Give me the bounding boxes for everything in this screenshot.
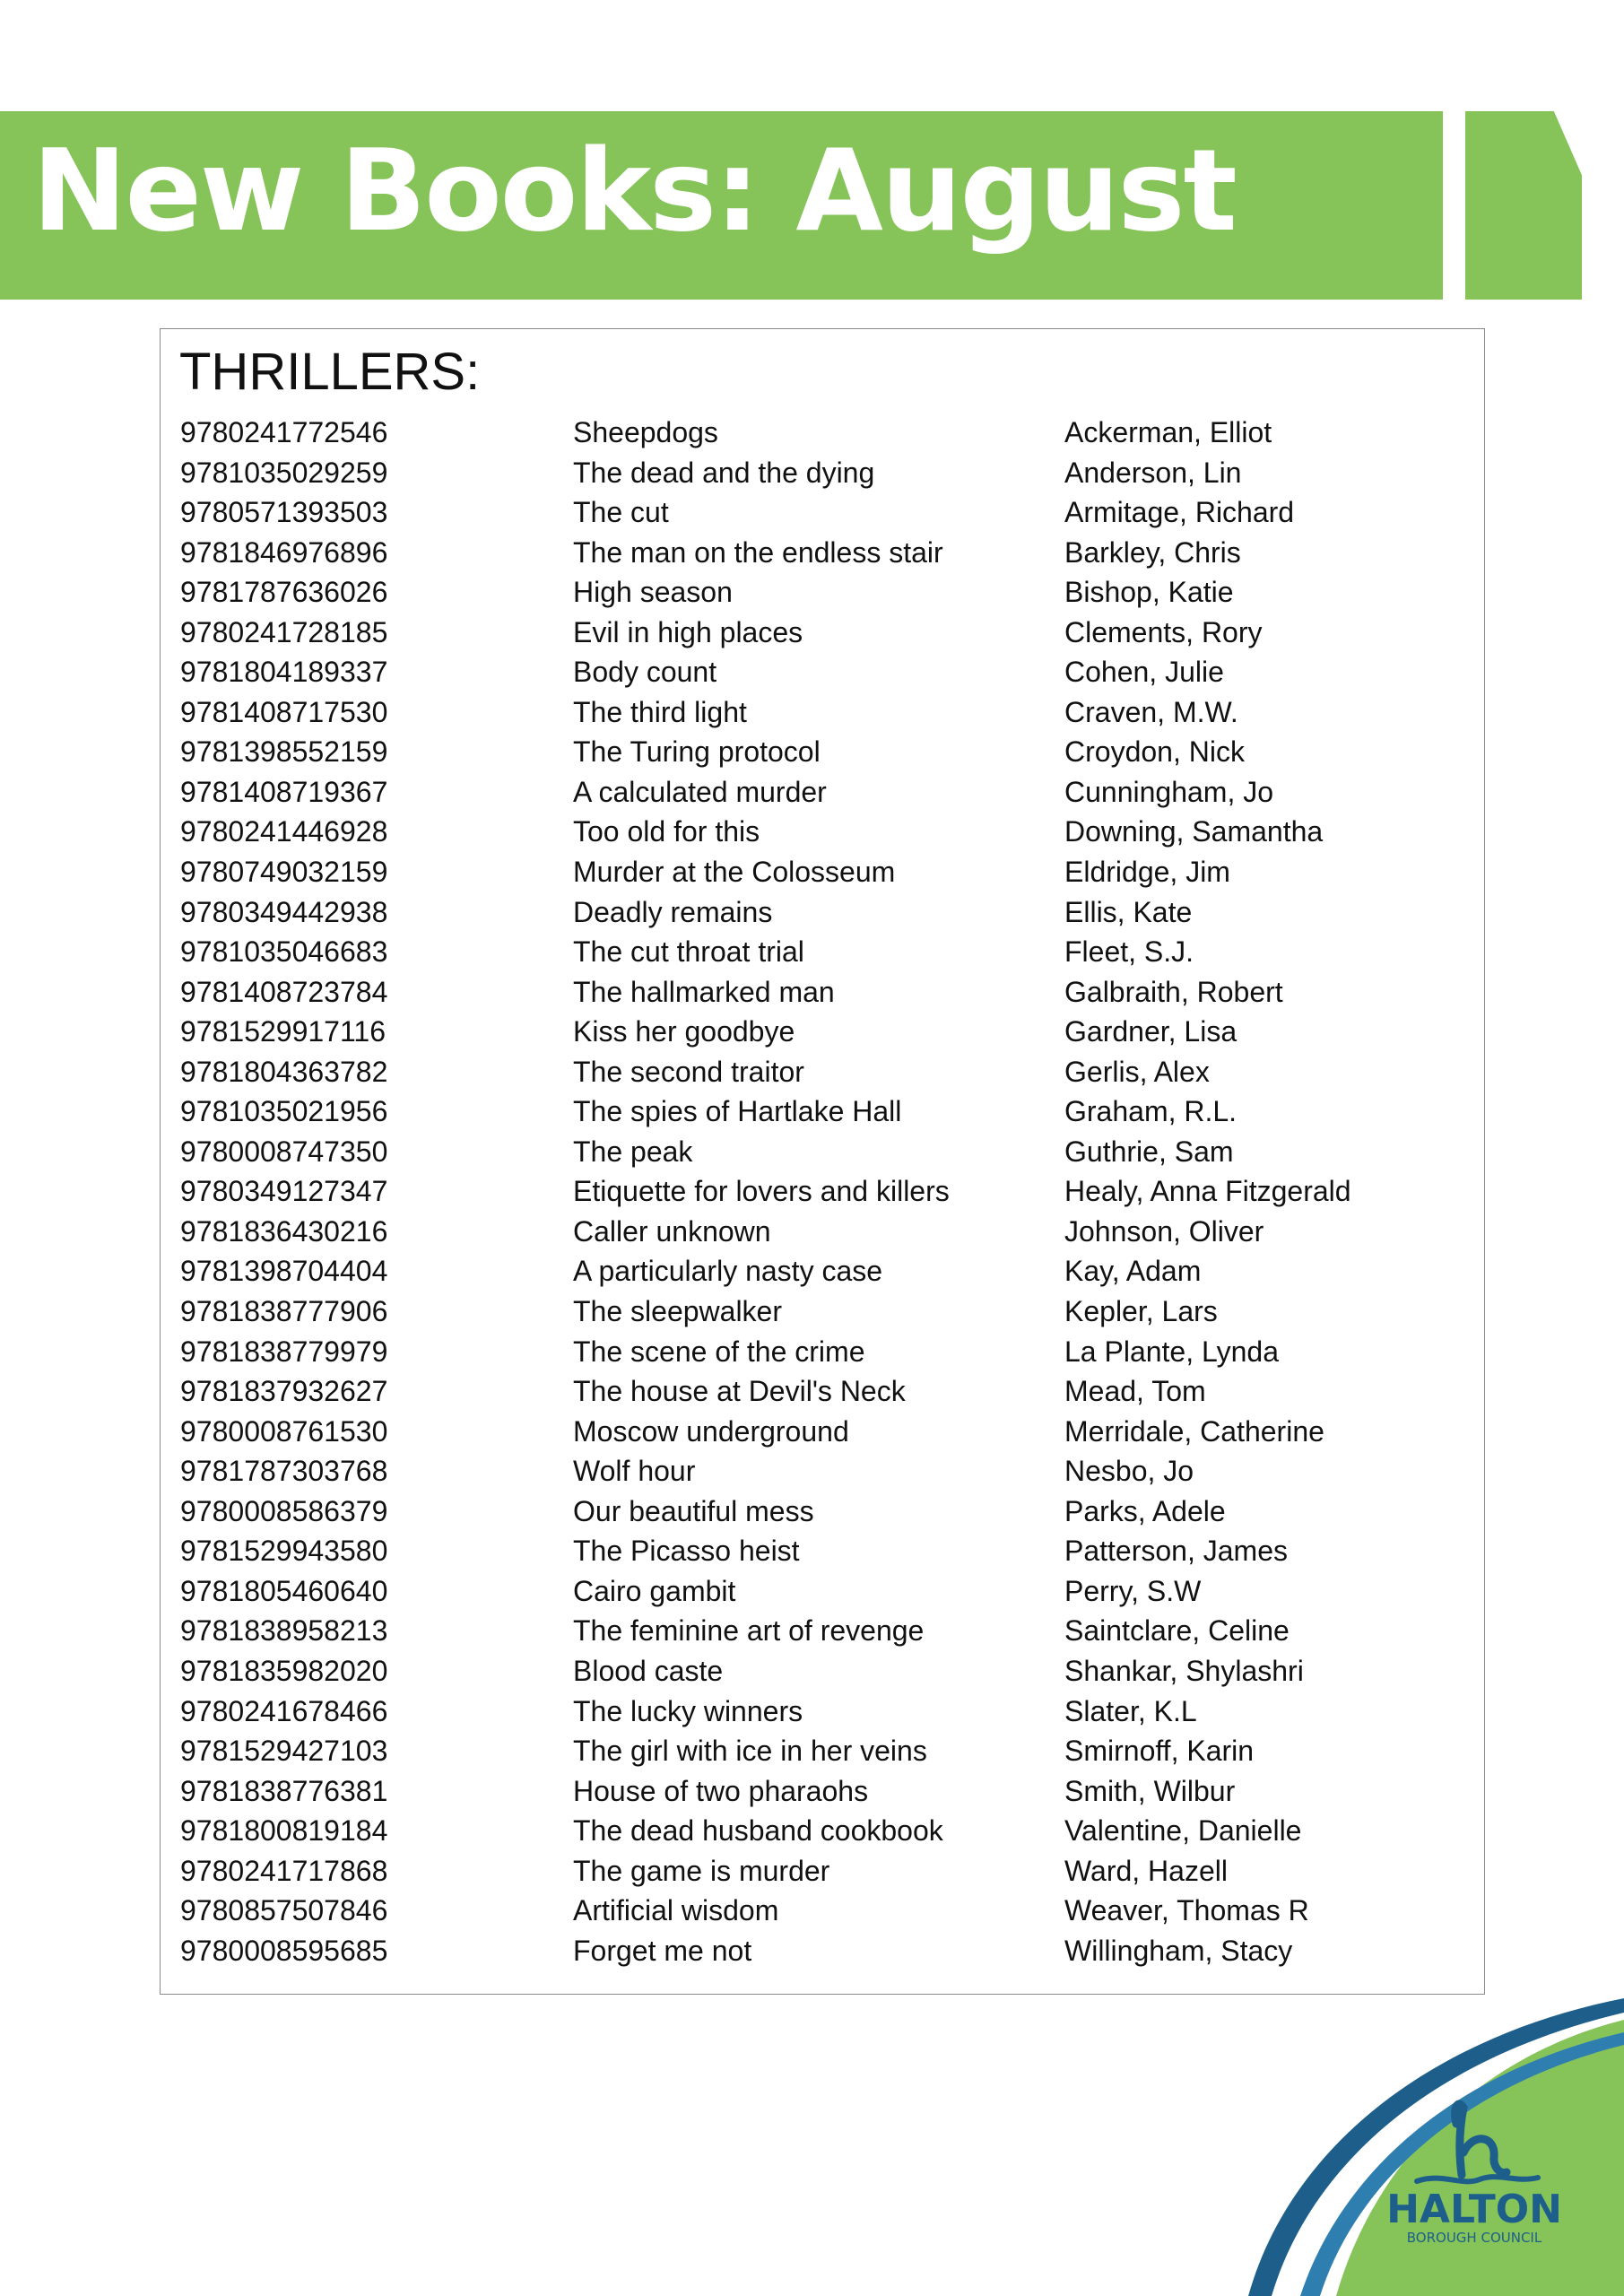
book-isbn: 9780571393503 <box>180 496 388 529</box>
book-row <box>0 1292 1624 1332</box>
book-row <box>0 1052 1624 1092</box>
book-author: Graham, R.L. <box>1064 1095 1238 1128</box>
book-title: The girl with ice in her veins <box>573 1735 927 1768</box>
book-row <box>0 613 1624 653</box>
book-author: Gerlis, Alex <box>1064 1055 1210 1088</box>
book-row <box>0 1492 1624 1532</box>
book-row <box>0 1891 1624 1931</box>
book-author: Kay, Adam <box>1064 1255 1202 1288</box>
book-isbn: 9780349127347 <box>180 1175 388 1208</box>
book-title: The house at Devil's Neck <box>573 1375 906 1408</box>
book-title: The peak <box>573 1135 693 1168</box>
book-title: The game is murder <box>573 1854 830 1887</box>
book-row <box>0 1651 1624 1692</box>
book-title: Moscow underground <box>573 1414 849 1448</box>
book-row <box>0 1692 1624 1732</box>
book-row <box>0 1931 1624 1971</box>
book-row <box>0 1132 1624 1172</box>
book-isbn: 9780241678466 <box>180 1694 388 1727</box>
book-title: High season <box>573 576 733 609</box>
book-row <box>0 1451 1624 1492</box>
book-isbn: 9781035021956 <box>180 1095 388 1128</box>
book-isbn: 9780008747350 <box>180 1135 388 1168</box>
book-isbn: 9781800819184 <box>180 1814 388 1848</box>
book-title: The cut throat trial <box>573 935 804 969</box>
header-tab-decoration <box>1465 111 1582 300</box>
book-author: Armitage, Richard <box>1064 496 1295 529</box>
book-row <box>0 892 1624 933</box>
book-author: Ward, Hazell <box>1064 1854 1228 1887</box>
book-isbn: 9780749032159 <box>180 856 388 889</box>
book-author: Parks, Adele <box>1064 1494 1226 1527</box>
book-author: Johnson, Oliver <box>1064 1214 1264 1248</box>
book-row <box>0 1571 1624 1612</box>
book-title: Murder at the Colosseum <box>573 856 896 889</box>
book-author: Smirnoff, Karin <box>1064 1735 1255 1768</box>
book-row <box>0 772 1624 813</box>
book-row <box>0 1251 1624 1292</box>
book-isbn: 9781804363782 <box>180 1055 388 1088</box>
book-title: Too old for this <box>573 815 760 848</box>
book-isbn: 9781408723784 <box>180 975 388 1008</box>
book-title: Wolf hour <box>573 1455 696 1488</box>
book-isbn: 9781838776381 <box>180 1774 388 1807</box>
book-isbn: 9780349442938 <box>180 895 388 928</box>
book-title: The Picasso heist <box>573 1535 800 1568</box>
book-author: Patterson, James <box>1064 1535 1288 1568</box>
book-author: Shankar, Shylashri <box>1064 1654 1304 1687</box>
book-author: La Plante, Lynda <box>1064 1335 1279 1368</box>
book-author: Cohen, Julie <box>1064 656 1224 689</box>
book-title: The hallmarked man <box>573 975 835 1008</box>
book-title: The sleepwalker <box>573 1295 782 1328</box>
book-row <box>0 1371 1624 1412</box>
book-isbn: 9781838777906 <box>180 1295 388 1328</box>
book-isbn: 9781838779979 <box>180 1335 388 1368</box>
book-author: Ellis, Kate <box>1064 895 1193 928</box>
book-title: The feminine art of revenge <box>573 1614 925 1648</box>
book-author: Ackerman, Elliot <box>1064 416 1272 448</box>
logo-name: HALTON <box>1386 2187 1562 2232</box>
book-row <box>0 932 1624 972</box>
book-author: Clements, Rory <box>1064 615 1263 648</box>
book-title: A particularly nasty case <box>573 1255 883 1288</box>
book-isbn: 9781804189337 <box>180 656 388 689</box>
book-isbn: 9780241772546 <box>180 416 388 448</box>
book-row <box>0 1811 1624 1851</box>
book-title: The cut <box>573 496 669 529</box>
book-row <box>0 1731 1624 1771</box>
book-author: Kepler, Lars <box>1064 1295 1218 1328</box>
book-author: Craven, M.W. <box>1064 695 1238 728</box>
book-list <box>0 413 1624 1970</box>
book-author: Nesbo, Jo <box>1064 1455 1194 1488</box>
book-row <box>0 1771 1624 1812</box>
book-row <box>0 1851 1624 1892</box>
book-row <box>0 1611 1624 1651</box>
book-row <box>0 453 1624 493</box>
book-isbn: 9781529917116 <box>180 1015 386 1048</box>
book-title: Our beautiful mess <box>573 1494 814 1527</box>
book-title: Sheepdogs <box>573 416 718 448</box>
book-row <box>0 1012 1624 1052</box>
book-isbn: 9780241717868 <box>180 1854 388 1887</box>
book-title: Deadly remains <box>573 895 773 928</box>
book-title: The third light <box>573 695 747 728</box>
book-author: Valentine, Danielle <box>1064 1814 1302 1848</box>
book-row <box>0 572 1624 613</box>
book-row <box>0 533 1624 573</box>
book-isbn: 9780857507846 <box>180 1894 388 1927</box>
book-isbn: 9781408719367 <box>180 775 388 808</box>
book-title: The second traitor <box>573 1055 804 1088</box>
book-author: Downing, Samantha <box>1064 815 1324 848</box>
halton-logo <box>1238 1973 1624 2296</box>
book-isbn: 9781398704404 <box>180 1255 388 1288</box>
book-author: Cunningham, Jo <box>1064 775 1274 808</box>
book-isbn: 9781787636026 <box>180 576 388 609</box>
book-title: Artificial wisdom <box>573 1894 779 1927</box>
book-author: Slater, K.L <box>1064 1694 1197 1727</box>
logo-subtitle: BOROUGH COUNCIL <box>1406 2230 1542 2246</box>
book-title: The man on the endless stair <box>573 535 943 569</box>
book-row <box>0 1091 1624 1132</box>
book-author: Willingham, Stacy <box>1064 1934 1293 1967</box>
book-title: The dead husband cookbook <box>573 1814 943 1848</box>
book-title: The dead and the dying <box>573 456 875 489</box>
book-row <box>0 492 1624 533</box>
book-isbn: 9780241446928 <box>180 815 388 848</box>
book-isbn: 9781837932627 <box>180 1375 388 1408</box>
book-isbn: 9781846976896 <box>180 535 388 569</box>
book-row <box>0 852 1624 892</box>
book-title: The spies of Hartlake Hall <box>573 1095 902 1128</box>
book-isbn: 9780008595685 <box>180 1934 388 1967</box>
book-author: Merridale, Catherine <box>1064 1414 1324 1448</box>
book-isbn: 9781529427103 <box>180 1735 388 1768</box>
book-isbn: 9781835982020 <box>180 1654 388 1687</box>
book-author: Healy, Anna Fitzgerald <box>1064 1175 1351 1208</box>
book-row <box>0 1412 1624 1452</box>
book-row <box>0 1171 1624 1212</box>
book-author: Anderson, Lin <box>1064 456 1242 489</box>
section-title: THRILLERS: <box>179 343 481 401</box>
book-title: Blood caste <box>573 1654 724 1687</box>
book-isbn: 9781805460640 <box>180 1574 388 1607</box>
book-row <box>0 812 1624 852</box>
book-title: Kiss her goodbye <box>573 1015 795 1048</box>
book-isbn: 9781836430216 <box>180 1214 388 1248</box>
book-title: The Turing protocol <box>573 735 821 769</box>
book-row <box>0 413 1624 453</box>
book-row <box>0 1332 1624 1372</box>
book-author: Galbraith, Robert <box>1064 975 1283 1008</box>
book-row <box>0 972 1624 1013</box>
book-row <box>0 1531 1624 1571</box>
book-isbn: 9781838958213 <box>180 1614 388 1648</box>
book-row <box>0 732 1624 772</box>
book-author: Fleet, S.J. <box>1064 935 1194 969</box>
book-isbn: 9781035029259 <box>180 456 388 489</box>
book-row <box>0 1212 1624 1252</box>
book-title: The lucky winners <box>573 1694 803 1727</box>
book-author: Eldridge, Jim <box>1064 856 1230 889</box>
book-author: Weaver, Thomas R <box>1064 1894 1309 1927</box>
book-title: Etiquette for lovers and killers <box>573 1175 950 1208</box>
book-isbn: 9781408717530 <box>180 695 388 728</box>
book-title: Evil in high places <box>573 615 803 648</box>
book-author: Guthrie, Sam <box>1064 1135 1234 1168</box>
page-title: New Books: August <box>32 125 1236 257</box>
book-title: House of two pharaohs <box>573 1774 869 1807</box>
book-isbn: 9780008761530 <box>180 1414 388 1448</box>
book-title: Caller unknown <box>573 1214 771 1248</box>
book-title: Forget me not <box>573 1934 752 1967</box>
book-author: Gardner, Lisa <box>1064 1015 1238 1048</box>
book-isbn: 9781787303768 <box>180 1455 388 1488</box>
book-title: The scene of the crime <box>573 1335 865 1368</box>
book-author: Smith, Wilbur <box>1064 1774 1236 1807</box>
book-isbn: 9780008586379 <box>180 1494 388 1527</box>
book-isbn: 9781529943580 <box>180 1535 388 1568</box>
book-row <box>0 692 1624 733</box>
book-author: Saintclare, Celine <box>1064 1614 1290 1648</box>
book-title: Cairo gambit <box>573 1574 736 1607</box>
book-author: Perry, S.W <box>1064 1574 1202 1607</box>
book-row <box>0 652 1624 692</box>
book-author: Bishop, Katie <box>1064 576 1234 609</box>
book-isbn: 9781035046683 <box>180 935 388 969</box>
book-isbn: 9780241728185 <box>180 615 388 648</box>
book-title: A calculated murder <box>573 775 827 808</box>
book-isbn: 9781398552159 <box>180 735 388 769</box>
book-title: Body count <box>573 656 717 689</box>
book-author: Mead, Tom <box>1064 1375 1206 1408</box>
book-author: Barkley, Chris <box>1064 535 1241 569</box>
book-author: Croydon, Nick <box>1064 735 1245 769</box>
